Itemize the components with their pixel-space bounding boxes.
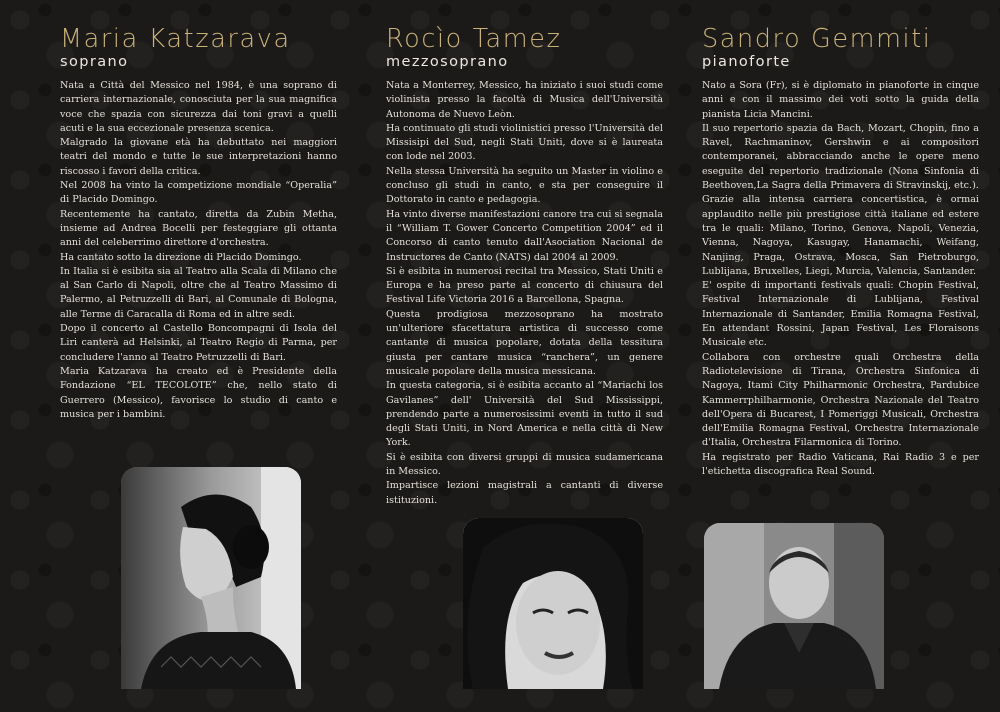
bio-paragraph: Malgrado la giovane età ha debuttato nei maggiori teatri del mondo e tutte le sue interpretazioni hanno riscosso i favori della critica. — [60, 137, 337, 177]
portrait-photo-tamez — [463, 518, 643, 689]
bio-paragraph: Nata a Monterrey, Messico, ha iniziato i suoi studi come violinista presso la facoltà di Musica dell'Università Autonoma de Nuevo Leòn. — [386, 80, 663, 120]
bio-paragraph: Questa prodigiosa mezzosoprano ha mostrato un'ulteriore sfacettatura artistica di successo come cantante di musica popolare, dotata della tessitura giusta per cantare musica “ranchera”, un genere musicale popolare della musica messicana. — [386, 308, 663, 377]
bio-paragraph: Recentemente ha cantato, diretta da Zubin Metha, insieme ad Andrea Bocelli per festeggiare gli ottanta anni del celeberrimo direttore d'orchestra. — [60, 208, 337, 249]
portrait-photo-gemmiti — [704, 523, 884, 689]
bio-paragraph: Ha registrato per Radio Vaticana, Rai Radio 3 e per l'etichetta discografica Real Sound. — [702, 451, 979, 478]
bio-paragraph: Dopo il concerto al Castello Boncompagni di Isola del Liri canterà ad Helsinki, al Teatro Regio di Parma, per concludere l'anno al Teatro Petruzzelli di Bari. — [60, 323, 337, 363]
bio-paragraph: Ha continuato gli studi violinistici presso l'Università del Missisipi del Sud, negli Stati Uniti, dove si è laureata con lode nel 2003. — [386, 122, 663, 163]
bio-paragraph: Ha cantato sotto la direzione di Placido Domingo. — [60, 251, 302, 263]
bio-paragraph: Si è esibita con diversi gruppi di musica sudamericana in Messico. — [386, 451, 663, 478]
bio-paragraph: Impartisce lezioni magistrali a cantanti di diverse istituzioni. — [386, 480, 663, 506]
bio-paragraph: Collabora con orchestre quali Orchestra della Radiotelevisione di Tirana, Orchestra Sinfonica di Nagoya, Itami City Philharmonic Orchestra, Pardubice Kammerrphilharmonie, Orchestra Nazionale del Teatro dell'Opera di Bucarest, I Pomeriggi Musicali, Orchestra dell'Emilia Romagna Festival, Orchestra Internazionale d'Italia, Orchestra Filarmonica di Torino. — [702, 351, 979, 449]
artist-bio — [702, 79, 979, 479]
bio-paragraph: E' ospite di importanti festivals quali: Chopin Festival, Festival Internazionale di Lublijana, Festival Internazionale di Santander, Emilia Romagna Festival, En attendant Rossini, Japan Festival, Les Floraisons Musicale etc. — [702, 280, 979, 349]
bio-paragraph: Nato a Sora (Fr), si è diplomato in pianoforte in cinque anni e con il massimo dei voti sotto la guida della pianista Licia Mancini. — [702, 80, 979, 120]
artist-role: soprano — [60, 54, 129, 70]
bio-paragraph: Nata a Città del Messico nel 1984, è una soprano di carriera internazionale, conosciuta per la sua magnifica voce che spazia con sicurezza dai toni gravi a quelli acuti e la sua eccezionale presenza scenica. — [60, 80, 337, 134]
bio-paragraph: In Italia si è esibita sia al Teatro alla Scala di Milano che al San Carlo di Napoli, oltre che al Teatro Massimo di Palermo, al Petruzzelli di Bari, al Comunale di Bologna, alle Terme di Caracalla di Roma ed in altre sedi. — [60, 265, 337, 320]
artist-name: Rocìo Tamez — [386, 24, 562, 54]
artist-name: Sandro Gemmiti — [702, 24, 932, 54]
bio-paragraph: Il suo repertorio spazia da Bach, Mozart, Chopin, fino a Ravel, Rachmaninov, Gershwin e ai compositori contemporanei, abbracciando anche le opere meno eseguite del repertorio tradizionale (Nona Sinfonia di Beethoven,La Sagra della Primavera di Stravinskij, etc.). — [702, 122, 979, 192]
artist-role: pianoforte — [702, 54, 791, 70]
artist-bio — [386, 79, 663, 508]
bio-paragraph: In questa categoria, si è esibita accanto al “Mariachi los Gavilanes” dell' Università del Sud Mississippi, prendendo parte a numerosissimi eventi in tutto il sud degli Stati Uniti, in Nord America e nella città di New York. — [386, 380, 663, 449]
bio-paragraph: Grazie alla intensa carriera concertistica, è ormai applaudito nelle più prestigiose città italiane ed estere tra le quali: Milano, Torino, Genova, Napoli, Venezia, Vienna, Nagoya, Kasugay, Hanamachi, Weifang, Nanjing, Praga, Ostrava, Mosca, San Pietroburgo, Lublijana, Bruxelles, Liegi, Murcia, Valencia, Santander. — [702, 194, 979, 277]
portrait-photo-katzarava — [121, 467, 301, 689]
artist-column-katzarava — [60, 24, 337, 422]
bio-paragraph: Nella stessa Università ha seguito un Master in violino e concluso gli studi in canto, e sta per conseguire il Dottorato in canto e pedagogia. — [386, 165, 663, 206]
bio-paragraph: Maria Katzarava ha creato ed è Presidente della Fondazione “EL TECOLOTE” che, nello stato di Guerrero (Messico), favorisce lo studio di canto e musica per i bambini. — [60, 365, 337, 420]
artist-column-tamez — [386, 24, 663, 508]
artist-bio — [60, 79, 337, 422]
artist-column-gemmiti — [702, 24, 979, 479]
bio-paragraph: Ha vinto diverse manifestazioni canore tra cui si segnala il “William T. Gower Concerto Competition 2004” ed il Concorso di canto tenuto dall'Asociation Nacional de Instructores de Canto (NATS) dal 2004 al 2009. — [386, 208, 663, 263]
bio-paragraph: Si è esibita in numerosi recital tra Messico, Stati Uniti e Europa e ha preso parte al concerto di chiusura del Festival Life Victoria 2016 a Barcellona, Spagna. — [386, 265, 663, 306]
bio-paragraph: Nel 2008 ha vinto la competizione mondiale “Operalia” di Placido Domingo. — [60, 180, 337, 206]
artist-name: Maria Katzarava — [60, 24, 291, 54]
artist-role: mezzosoprano — [386, 54, 509, 70]
